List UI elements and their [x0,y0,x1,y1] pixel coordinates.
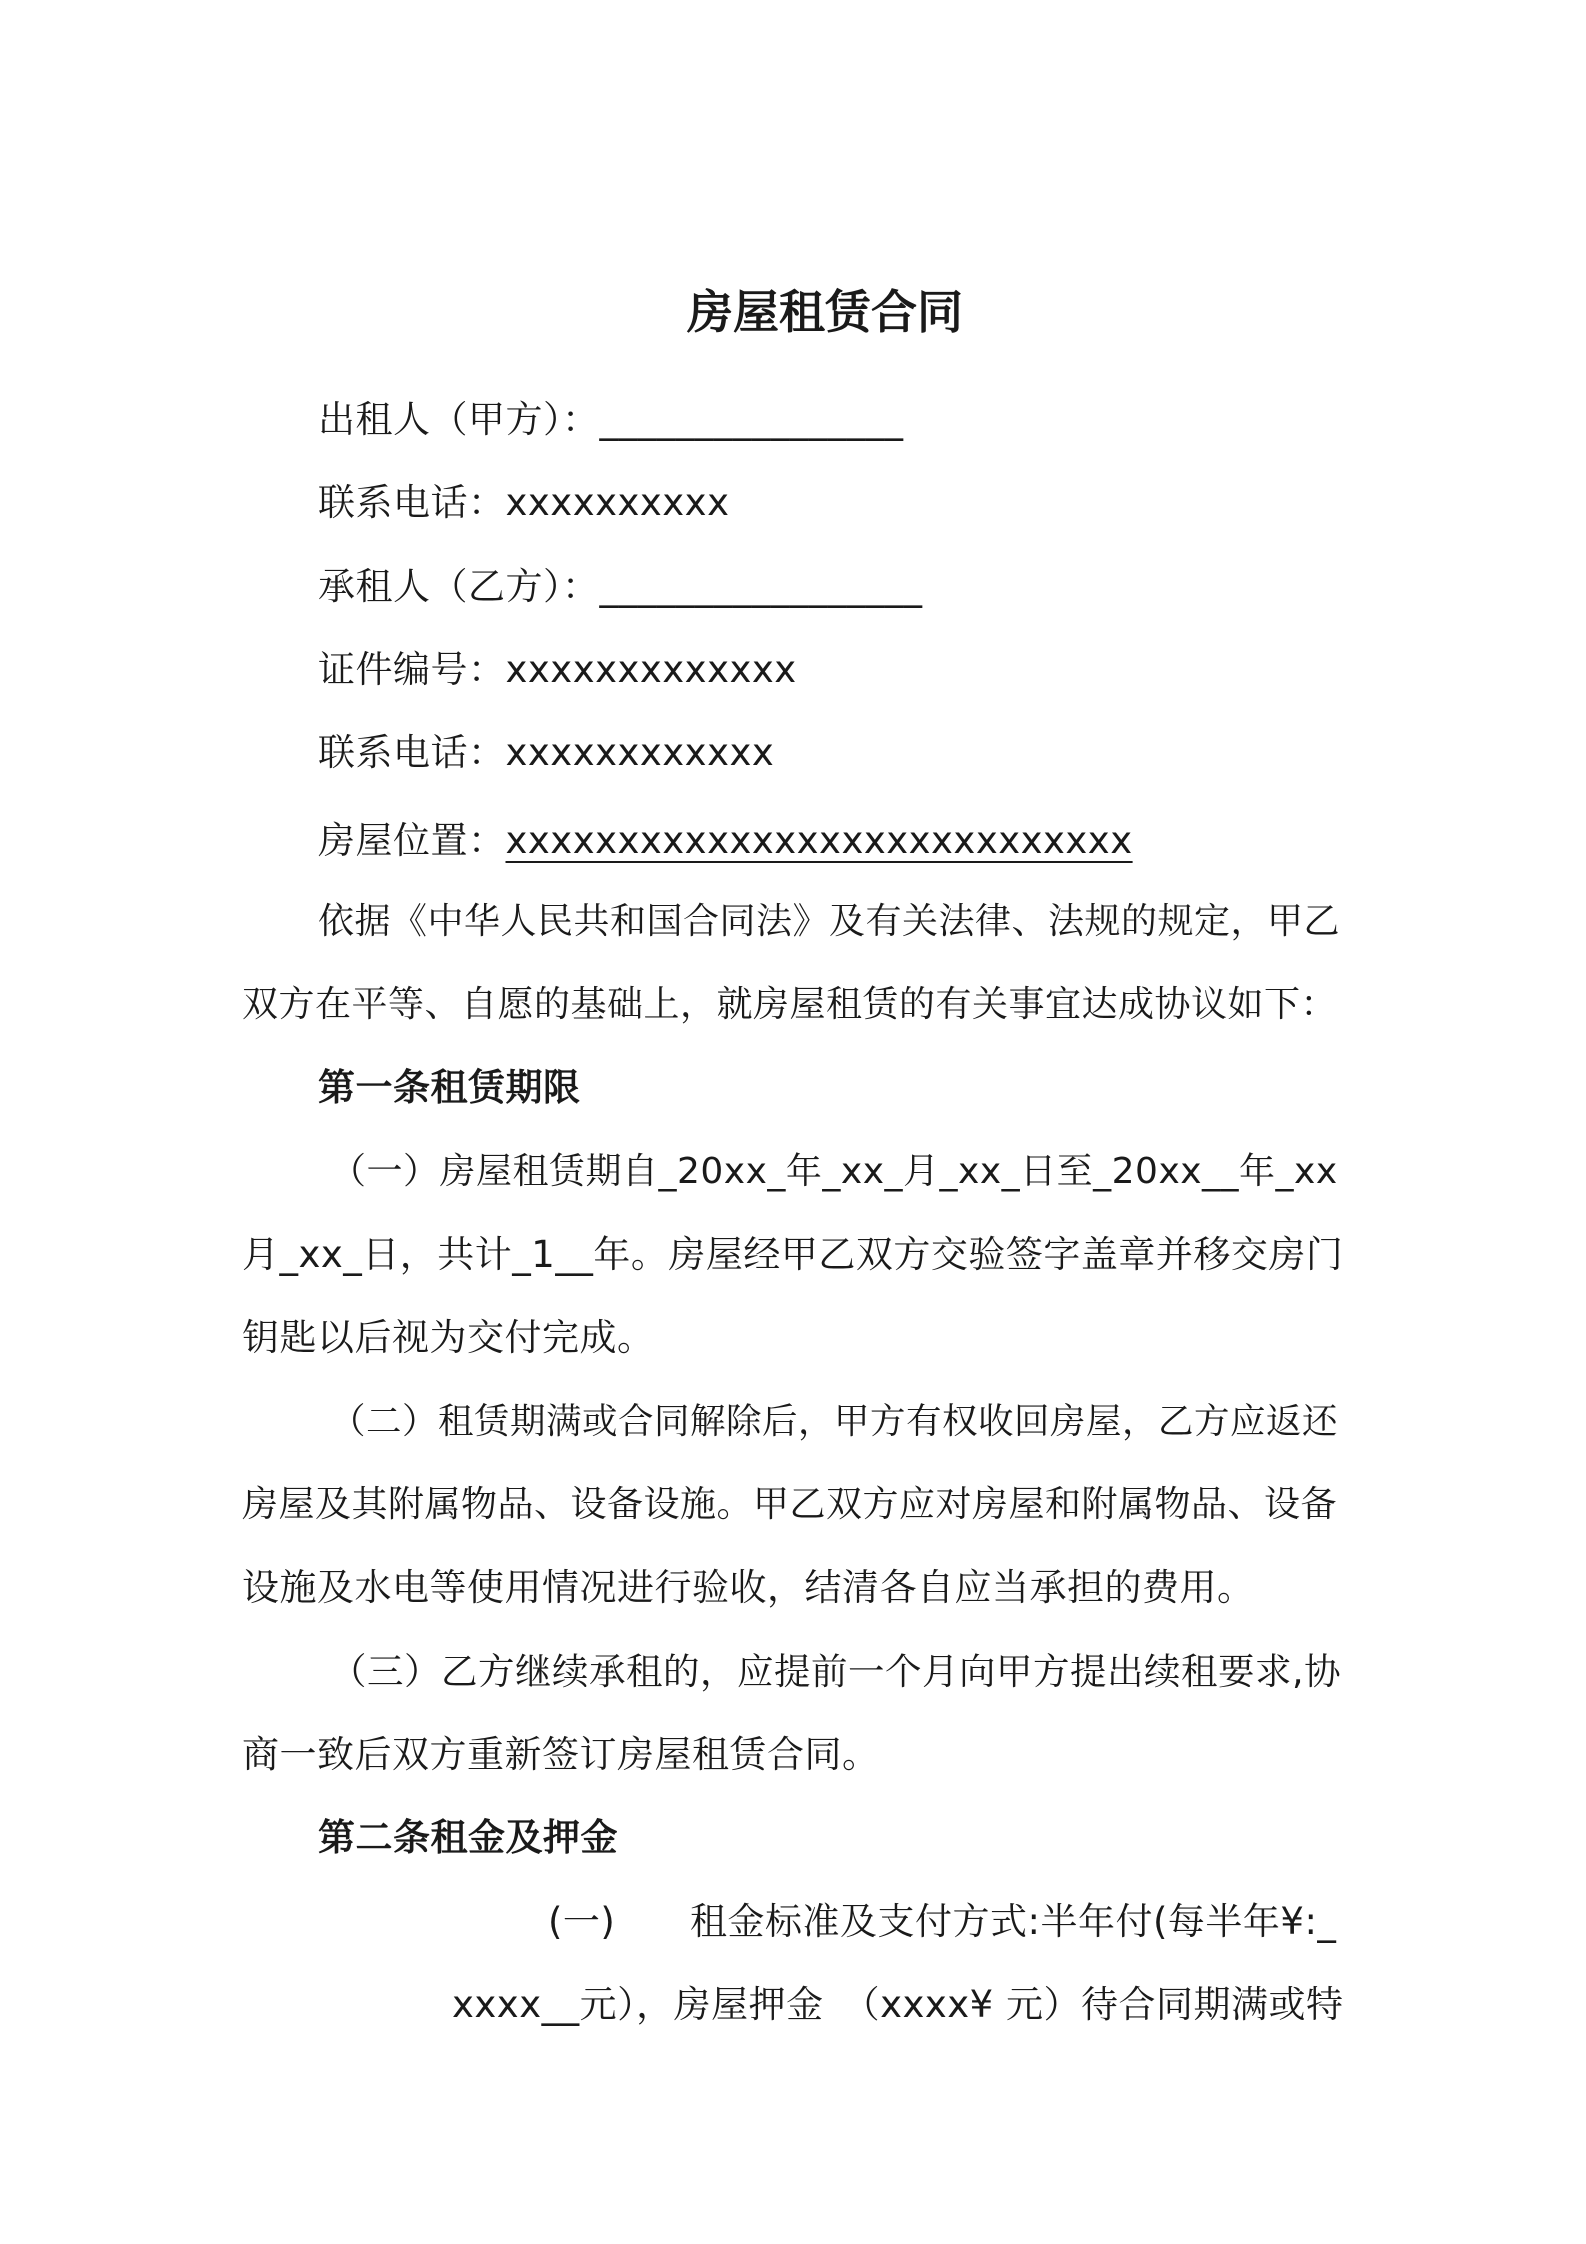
article1-clause2-line-2: 房屋及其附属物品、设备设施。甲乙双方应对房屋和附属物品、设备 [242,1484,1338,1525]
lessee-phone-line: 联系电话：xxxxxxxxxxxx [318,731,775,774]
article1-clause3-line-1: （三）乙方继续承租的，应提前一个月向甲方提出续租要求,协 [330,1650,1342,1693]
article2-clause1-line-1: 租金标准及支付方式:半年付(每半年¥:_ [690,1900,1337,1943]
article1-heading: 第一条租赁期限 [318,1066,581,1109]
article2-clause1-number: (一) [548,1900,616,1943]
house-location-label: 房屋位置： [318,819,506,862]
article1-clause1-line-3: 钥匙以后视为交付完成。 [242,1316,655,1359]
article1-clause2-line-1: （二）租赁期满或合同解除后，甲方有权收回房屋，乙方应返还 [330,1401,1339,1442]
article2-clause1-line-2: xxxx__元），房屋押金 （xxxx¥ 元）待合同期满或特 [452,1983,1344,2026]
lessor-line: 出租人（甲方）：________________ [318,398,904,441]
house-location-value: xxxxxxxxxxxxxxxxxxxxxxxxxxxx [505,819,1133,862]
article1-clause2-line-3: 设施及水电等使用情况进行验收，结清各自应当承担的费用。 [242,1566,1255,1609]
preamble-line-2: 双方在平等、自愿的基础上，就房屋租赁的有关事宜达成协议如下： [242,984,1338,1025]
house-location-line [318,815,1133,867]
lessor-phone-line: 联系电话：xxxxxxxxxx [318,481,730,524]
id-number-line: 证件编号：xxxxxxxxxxxxx [318,648,797,691]
article1-clause3-line-2: 商一致后双方重新签订房屋租赁合同。 [242,1733,880,1776]
contract-title: 房屋租赁合同 [687,285,963,339]
preamble-line-1: 依据《中华人民共和国合同法》及有关法律、法规的规定，甲乙 [318,901,1341,942]
article1-clause1-line-1: （一）房屋租赁期自_20xx_年_xx_月_xx_日至_20xx__年_xx [330,1151,1338,1192]
article2-heading: 第二条租金及押金 [318,1816,618,1859]
lessee-line: 承租人（乙方）：_________________ [318,565,923,608]
article1-clause1-line-2: 月_xx_日，共计_1__年。房屋经甲乙双方交验签字盖章并移交房门 [242,1233,1344,1276]
